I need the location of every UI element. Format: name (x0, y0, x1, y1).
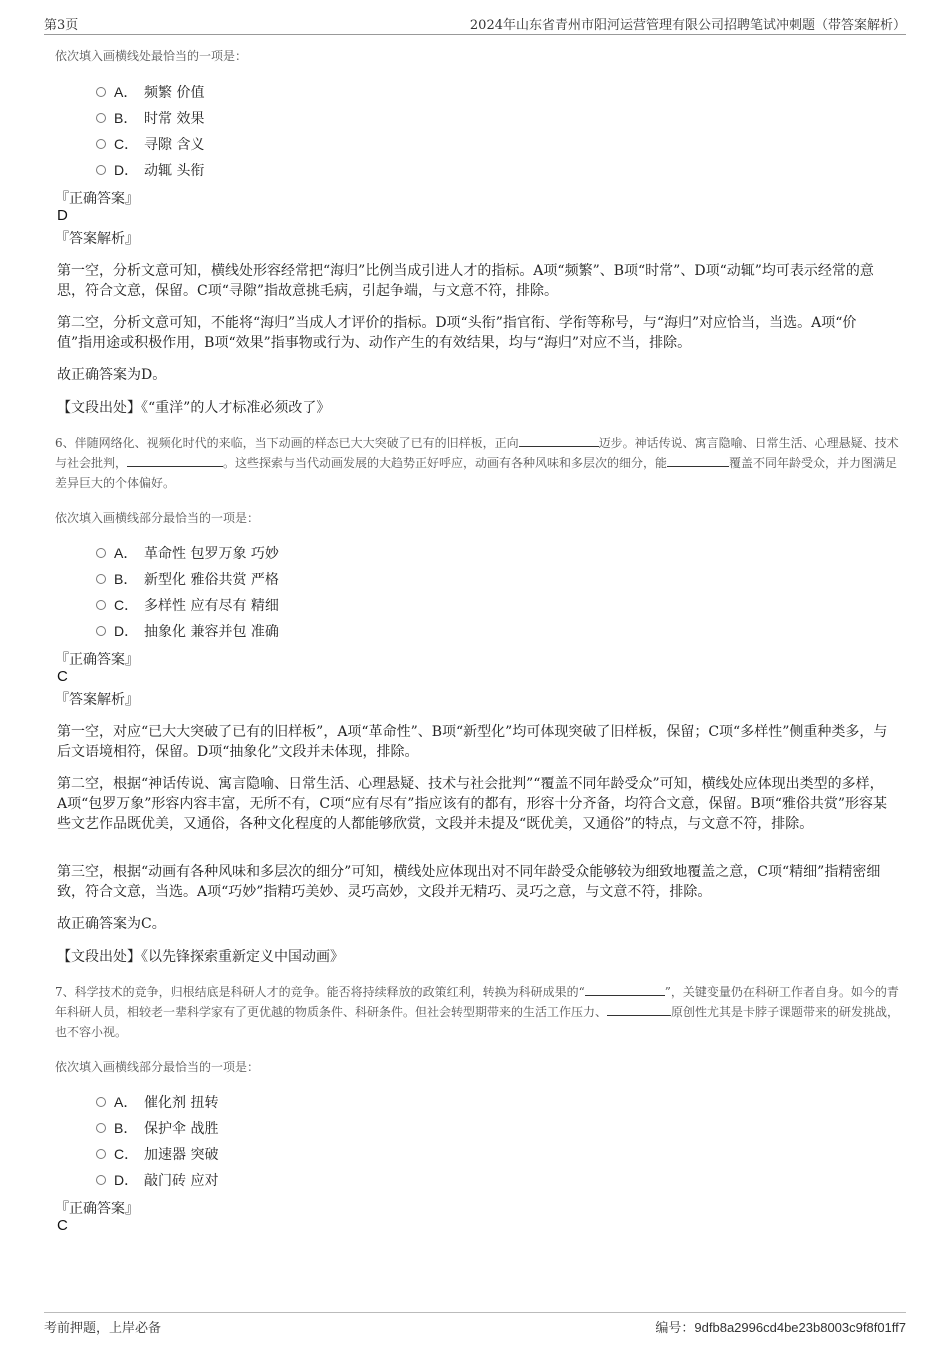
radio-icon[interactable] (96, 626, 106, 636)
radio-icon[interactable] (96, 1097, 106, 1107)
blank-line[interactable] (519, 434, 599, 447)
page-footer (44, 1312, 906, 1336)
analysis-paragraph: 第二空，分析文意可知，不能将“海归”当成人才评价的指标。D项“头衔”指官衔、学衔等称号，与“海归”对应恰当，当选。A项“价值”指用途或积极作用，B项“效果”指事物或行为、动作产生的有效结果，均与“海归”对应不当，排除。 (57, 315, 857, 351)
q6-prompt: 依次填入画横线部分最恰当的一项是： (55, 511, 260, 525)
document-code: 编号：9dfb8a2996cd4be23b8003c9f8f01ff7 (655, 1320, 906, 1336)
blank-line[interactable] (667, 454, 729, 467)
analysis-label: 『答案解析』 (55, 231, 139, 247)
radio-icon[interactable] (96, 574, 106, 584)
analysis-paragraph: 第一空，分析文意可知，横线处形容经常把“海归”比例当成引进人才的指标。A项“频繁”、B项“时常”、D项“动辄”均可表示经常的意思，符合文意，保留。C项“寻隙”指故意挑毛病，引起争端，与文意不符，排除。 (57, 263, 874, 299)
radio-icon[interactable] (96, 548, 106, 558)
answer-value: C (57, 668, 68, 685)
document-title: 2024年山东省青州市阳河运营管理有限公司招聘笔试冲刺题（带答案解析） (469, 18, 906, 33)
source-citation: 【文段出处】《以先锋探索重新定义中国动画》 (57, 949, 344, 965)
answer-label: 『正确答案』 (55, 1201, 139, 1217)
analysis-paragraph: 第三空，根据“动画有各种风味和多层次的细分”可知，横线处应体现出对不同年龄受众能够较为细致地覆盖之意，C项“精细”指精密细致，符合文意，当选。A项“巧妙”指精巧美妙、灵巧高妙，文段并无精巧、灵巧之意，与文意不符，排除。 (57, 864, 881, 900)
q5-prompt: 依次填入画横线处最恰当的一项是： (55, 49, 248, 63)
answer-label: 『正确答案』 (55, 652, 139, 668)
radio-icon[interactable] (96, 1123, 106, 1133)
radio-icon[interactable] (96, 87, 106, 97)
analysis-conclusion: 故正确答案为C。 (57, 916, 166, 932)
answer-value: C (57, 1217, 68, 1234)
analysis-conclusion: 故正确答案为D。 (57, 367, 167, 383)
answer-value: D (57, 207, 68, 224)
analysis-label: 『答案解析』 (55, 692, 139, 708)
footer-slogan: 考前押题，上岸必备 (44, 1321, 162, 1336)
page-number: 第3页 (44, 18, 79, 33)
blank-line[interactable] (127, 454, 223, 467)
radio-icon[interactable] (96, 600, 106, 610)
radio-icon[interactable] (96, 139, 106, 149)
question-6-text: 6、伴随网络化、视频化时代的来临，当下动画的样态已大大突破了已有的旧样板，正向 迈步。神话传说、寓言隐喻、日常生活、心理悬疑、技术与社会批判， 。这些探索与当代动画发展的大趋势正好呼应，动画有各种风味和多层次的细分，能 覆盖不同年龄受众，并力图满足差异巨大的个体偏好。 (55, 436, 899, 490)
radio-icon[interactable] (96, 113, 106, 123)
question-7-text: 7、科学技术的竞争，归根结底是科研人才的竞争。能否将持续释放的政策红利，转换为科研成果的“ ”，关键变量仍在科研工作者自身。如今的青年科研人员，相较老一辈科学家有了更优越的物质条件、科研条件。但社会转型期带来的生活工作压力、 原创性尤其是卡脖子课题带来的研发挑战，也不容小视。 (55, 985, 900, 1039)
radio-icon[interactable] (96, 1149, 106, 1159)
radio-icon[interactable] (96, 1175, 106, 1185)
analysis-paragraph: 第一空，对应“已大大突破了已有的旧样板”，A项“革命性”、B项“新型化”均可体现突破了旧样板，保留；C项“多样性”侧重种类多，与后文语境相符，保留。D项“抽象化”文段并未体现，排除。 (57, 724, 888, 760)
blank-line[interactable] (585, 983, 665, 996)
radio-icon[interactable] (96, 165, 106, 175)
source-citation: 【文段出处】《“重洋”的人才标准必须改了》 (57, 400, 331, 416)
answer-label: 『正确答案』 (55, 191, 139, 207)
analysis-paragraph: 第二空，根据“神话传说、寓言隐喻、日常生活、心理悬疑、技术与社会批判”“覆盖不同年龄受众”可知，横线处应体现出类型的多样，A项“包罗万象”形容内容丰富，无所不有，C项“应有尽有”指应该有的都有，形容十分齐备，均符合文意，保留。B项“雅俗共赏”形容某些文艺作品既优美，又通俗，各种文化程度的人都能够欣赏，文段并未提及“既优美，又通俗”的特点，与文意不符，排除。 (57, 776, 888, 832)
blank-line[interactable] (607, 1003, 671, 1016)
page-header (44, 12, 906, 35)
q7-prompt: 依次填入画横线部分最恰当的一项是： (55, 1060, 260, 1074)
